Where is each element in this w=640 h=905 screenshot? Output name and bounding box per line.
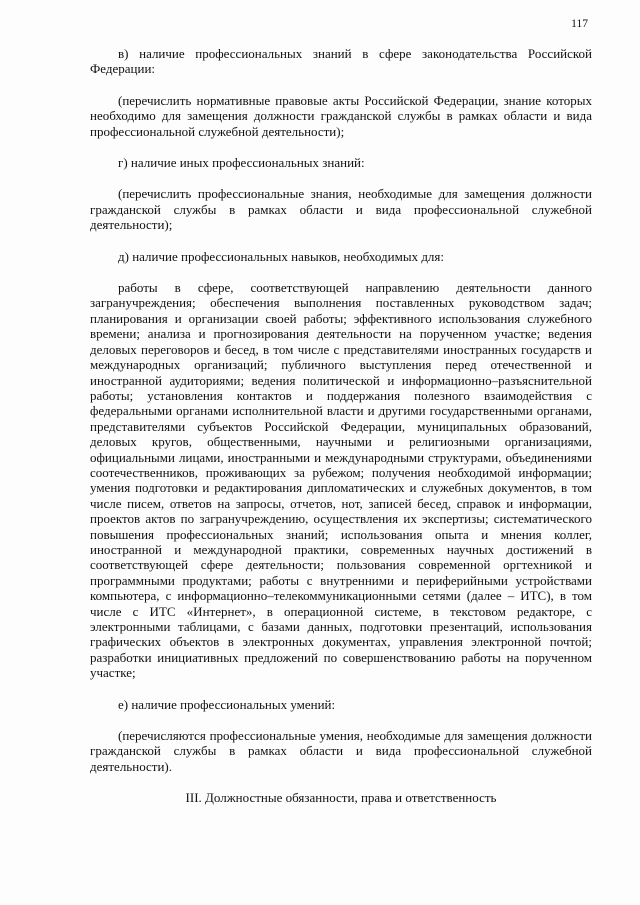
paragraph-item-g: г) наличие иных профессиональных знаний: [118, 155, 365, 171]
paragraph-item-v: в) наличие профессиональных знаний в сфере законодательства Российской Федерации: [90, 46, 592, 77]
paragraph-item-v-hint: (перечислить нормативные правовые акты Российской Федерации, знание которых необходимо для замещения должности гражданской службы в рамках области и вида профессиональной служебной деятельности); [90, 92, 592, 139]
paragraph-item-d: д) наличие профессиональных навыков, необходимых для: [118, 248, 445, 264]
document-body [90, 46, 592, 806]
paragraph-item-g-hint: (перечислить профессиональные знания, необходимые для замещения должности гражданской службы в рамках области и вида профессиональной служебной деятельности); [90, 186, 592, 233]
section-heading: III. Должностные обязанности, права и ответственность [185, 790, 497, 806]
paragraph-item-e: е) наличие профессиональных умений: [118, 696, 336, 712]
page-number: 117 [571, 18, 588, 30]
paragraph-item-e-hint: (перечисляются профессиональные умения, необходимые для замещения должности гражданской службы в рамках области и вида профессиональной служебной деятельности). [90, 728, 592, 774]
paragraph-item-d-list: работы в сфере, соответствующей направлению деятельности данного загранучреждения; обеспечения выполнения поставленных руководством задач; планирования и организации своей работы; эффективного использования служебного времени; анализа и прогнозирования деятельности на порученном участке; ведения деловых переговоров и бесед, в том числе с представителями иностранных государств и международных организаций; публичного выступления перед отечественной и иностранной аудиториями; ведения политической и информационно–разъяснительной работы; установления контактов и поддержания полезного взаимодействия с федеральными органами исполнительной власти и другими государственными органами, представителями субъектов Российской Федерации, муниципальных образований, деловых кругов, общественными, научными и религиозными организациями, официальными лицами, иностранными и международными структурами, объединениями соотечественников, проживающих за рубежом; получения необходимой информации; умения подготовки и редактирования дипломатических и служебных документов, в том числе писем, ответов на запросы, отчетов, нот, записей бесед, справок и информации, проектов актов по загранучреждению, осуществления их экспертизы; систематического повышения профессиональных знаний; использования опыта и мнения коллег, иностранной и международной практики, современных научных достижений в соответствующей сфере деятельности; пользования современной оргтехникой и программными продуктами; работы с внутренними и периферийными устройствами компьютера, с информационно–телекоммуникационными сетями (далее – ИТС), в том числе с ИТС «Интернет», в операционной системе, в текстовом редакторе, с электронными таблицами, с базами данных, подготовки презентаций, использования графических объектов в электронных документах, управления электронной почтой; разработки инициативных предложений по совершенствованию работы на порученном участке; [90, 280, 592, 681]
